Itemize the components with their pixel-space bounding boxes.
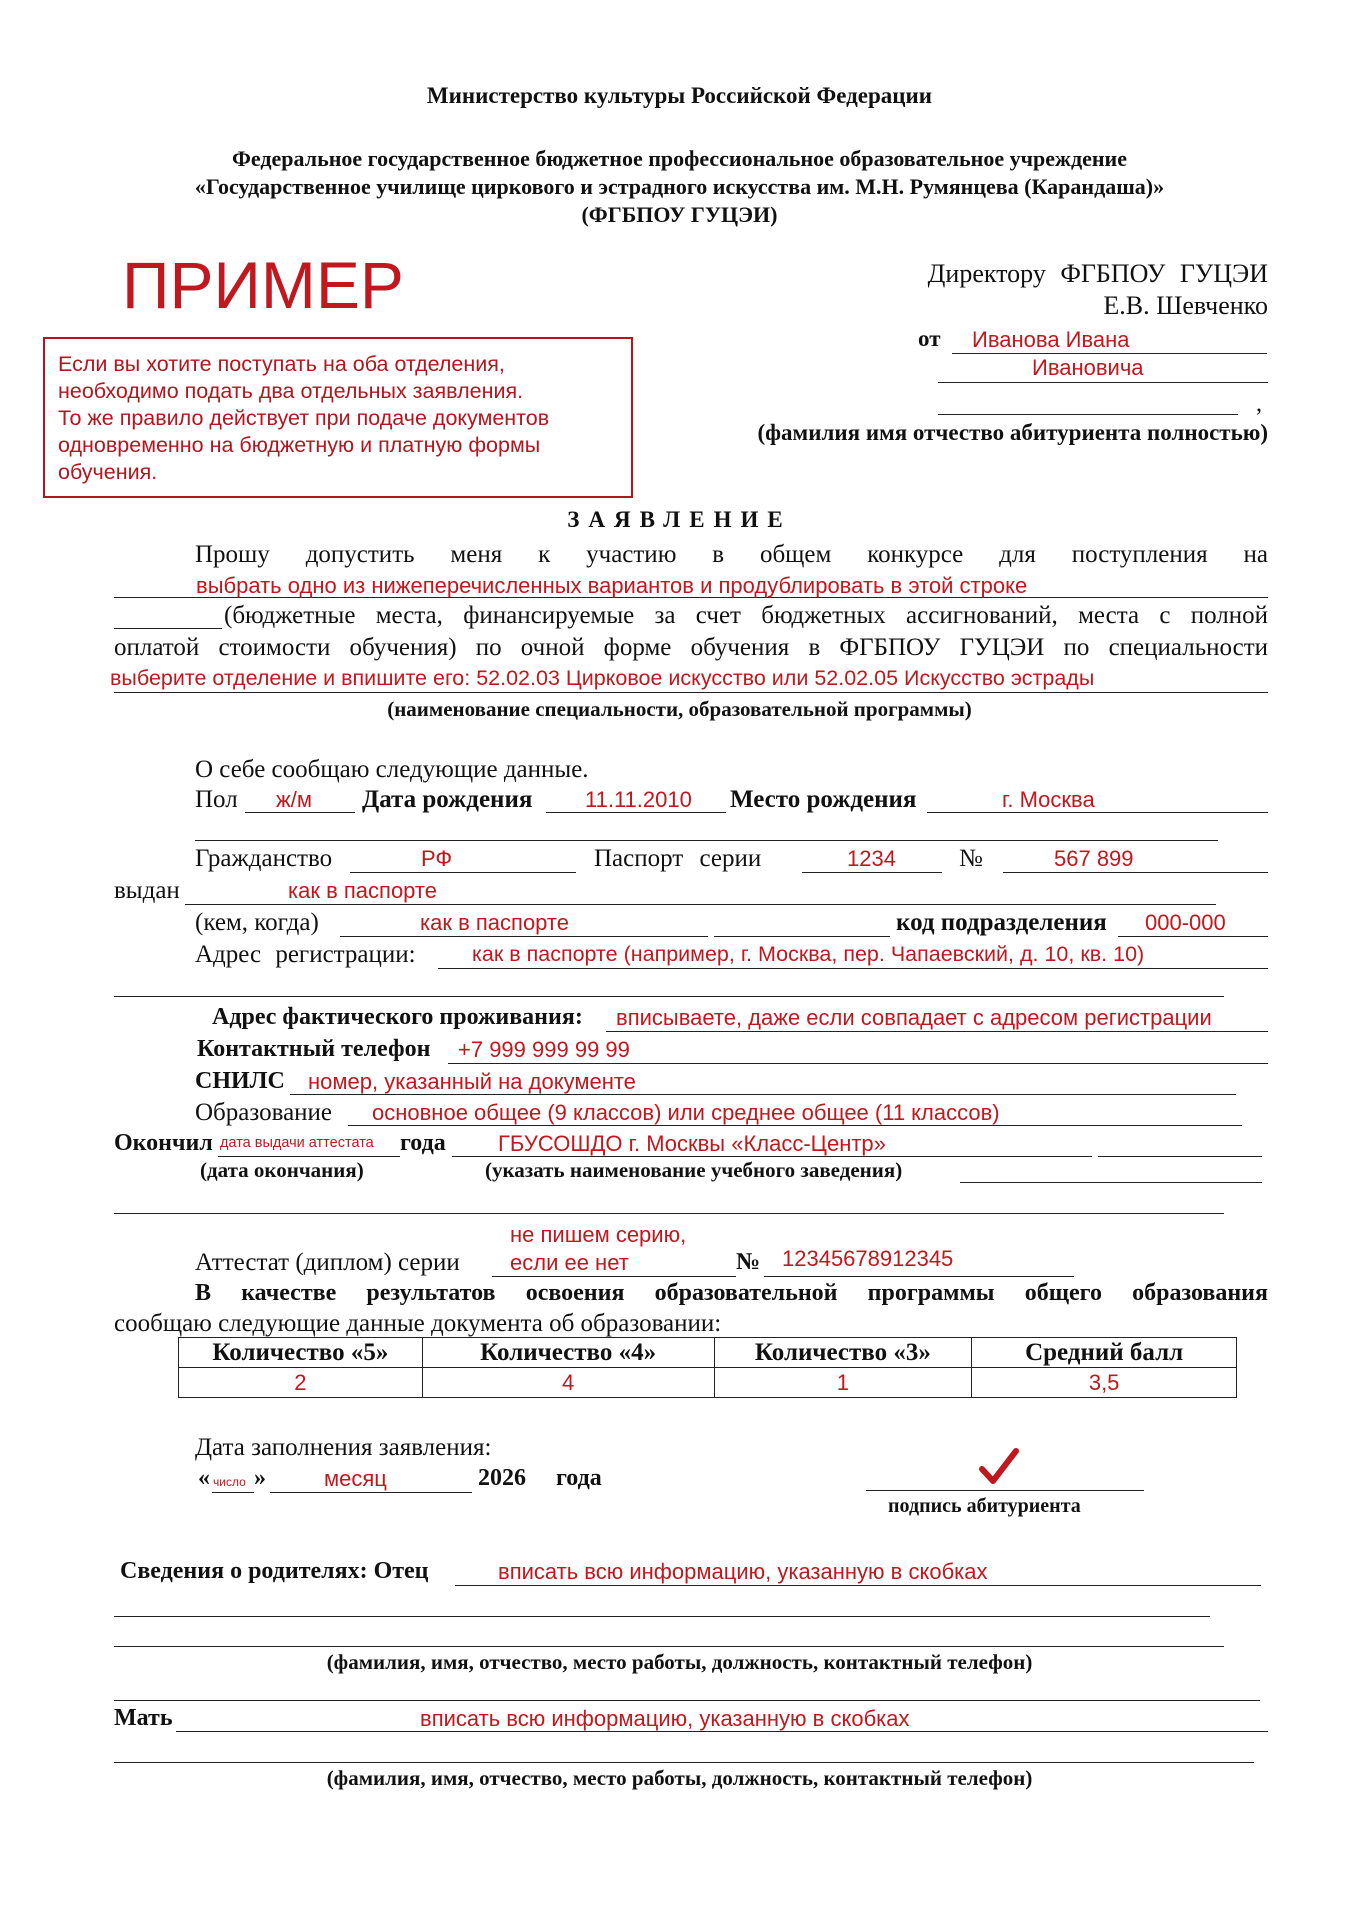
addressee-name: Е.В. Шевченко — [1103, 291, 1268, 320]
addressee-to: Директору ФГБПОУ ГУЦЭИ — [927, 259, 1268, 288]
father-label: Сведения о родителях: Отец — [120, 1558, 429, 1584]
specialty-line — [114, 692, 1268, 693]
open-quote: « — [198, 1465, 210, 1491]
education-value[interactable]: основное общее (9 классов) или среднее общее (11 классов) — [372, 1100, 1000, 1125]
issued-by-value[interactable]: как в паспорте — [420, 910, 569, 935]
father-line — [455, 1585, 1261, 1586]
school-value[interactable]: ГБУСОШДО г. Москвы «Класс-Центр» — [498, 1131, 886, 1156]
personal-intro: О себе сообщаю следующие данные. — [195, 756, 589, 783]
from-line-1 — [952, 353, 1267, 354]
request-line-4: оплатой стоимости обучения) по очной форме обучения в ФГБПОУ ГУЦЭИ по специальности — [114, 634, 1268, 661]
instruction-note-box — [43, 337, 633, 498]
grades-value-cell[interactable]: 1 — [714, 1368, 972, 1398]
signature-caption: подпись абитуриента — [888, 1495, 1081, 1517]
funding-hint[interactable]: выбрать одно из нижеперечисленных вариантов и продублировать в этой строке — [196, 573, 1028, 598]
results-line-2: сообщаю следующие данные документа об образовании: — [114, 1310, 722, 1337]
actual-address-line — [606, 1031, 1268, 1032]
issued-by-label: (кем, когда) — [195, 909, 319, 936]
filling-year: 2026 — [478, 1465, 526, 1491]
birthplace-value[interactable]: г. Москва — [1002, 787, 1095, 812]
division-code-line — [1118, 936, 1268, 937]
request-line-3: (бюджетные места, финансируемые за счет бюджетных ассигнований, места с полной — [224, 602, 1268, 629]
education-label: Образование — [195, 1099, 333, 1126]
specialty-hint[interactable]: выберите отделение и впишите его: 52.02.03 Цирковое искусство или 52.02.05 Искусство эстрады — [110, 666, 1095, 690]
mother-value[interactable]: вписать всю информацию, указанную в скобках — [420, 1706, 910, 1731]
reg-address-value[interactable]: как в паспорте (например, г. Москва, пер. Чапаевский, д. 10, кв. 10) — [472, 942, 1145, 966]
issued-date-line — [714, 936, 890, 937]
education-line — [348, 1125, 1242, 1126]
from-line-2 — [938, 382, 1268, 383]
issued-label: выдан — [114, 877, 180, 904]
division-code-value[interactable]: 000-000 — [1145, 910, 1226, 935]
passport-number-line — [1003, 872, 1268, 873]
note-line: обучения. — [58, 460, 158, 484]
actual-address-value[interactable]: вписываете, даже если совпадает с адресом регистрации — [616, 1005, 1212, 1030]
month-value[interactable]: месяц — [324, 1466, 387, 1491]
from-comma: , — [1256, 391, 1262, 417]
note-line: необходимо подать два отдельных заявления. — [58, 379, 524, 403]
school-line-end — [1098, 1156, 1262, 1157]
grades-value-row — [179, 1368, 1237, 1398]
birthplace-label: Место рождения — [730, 786, 917, 813]
phone-value[interactable]: +7 999 999 99 99 — [458, 1037, 630, 1062]
birthdate-value[interactable]: 11.11.2010 — [585, 787, 692, 812]
issued-by-line — [340, 936, 708, 937]
snils-value[interactable]: номер, указанный на документе — [308, 1069, 636, 1094]
certificate-number-sign: № — [736, 1249, 761, 1275]
grades-header-cell: Количество «3» — [714, 1338, 972, 1368]
mother-line-2 — [114, 1762, 1254, 1763]
school-caption-line — [960, 1182, 1262, 1183]
grades-header-row — [179, 1338, 1237, 1368]
passport-label: Паспорт серии — [594, 845, 762, 872]
grades-header-cell: Количество «5» — [179, 1338, 423, 1368]
note-line: Если вы хотите поступать на оба отделения, — [58, 352, 505, 376]
passport-number-value[interactable]: 567 899 — [1054, 846, 1134, 871]
father-line-2 — [114, 1616, 1210, 1617]
month-line — [270, 1492, 472, 1493]
from-line-3 — [938, 414, 1238, 415]
specialty-caption: (наименование специальности, образовательной программы) — [387, 697, 972, 721]
note-line: одновременно на бюджетную и платную формы — [58, 433, 541, 457]
issued-line — [185, 904, 1216, 905]
filling-year-word: года — [556, 1465, 602, 1491]
day-hint[interactable]: число — [213, 1475, 246, 1489]
citizenship-label: Гражданство — [195, 845, 333, 872]
graduated-date-line — [218, 1156, 400, 1157]
actual-address-label: Адрес фактического проживания: — [212, 1004, 583, 1030]
mother-line — [176, 1731, 1268, 1732]
birthdate-line — [546, 812, 726, 813]
father-value[interactable]: вписать всю информацию, указанную в скобках — [498, 1559, 988, 1584]
graduated-year-word: года — [400, 1130, 446, 1156]
from-label: от — [918, 326, 941, 351]
school-continuation-line — [114, 1213, 1224, 1214]
sex-line — [245, 812, 355, 813]
ministry-heading: Министерство культуры Российской Федерации — [426, 83, 933, 108]
institution-line-2: «Государственное училище циркового и эстрадного искусства им. М.Н. Румянцева (Карандаша)» — [194, 174, 1165, 199]
mother-caption: (фамилия, имя, отчество, место работы, должность, контактный телефон) — [326, 1766, 1033, 1790]
passport-number-sign: № — [959, 845, 983, 872]
graduated-date-caption: (дата окончания) — [200, 1158, 364, 1182]
graduated-date-value[interactable]: дата выдачи аттестата — [220, 1135, 374, 1151]
graduated-label: Окончил — [114, 1130, 213, 1156]
certificate-label: Аттестат (диплом) серии — [195, 1249, 460, 1276]
funding-short-line — [114, 628, 222, 629]
close-quote: » — [254, 1465, 266, 1491]
sample-stamp: ПРИМЕР — [122, 248, 404, 322]
passport-series-value[interactable]: 1234 — [847, 846, 896, 871]
institution-abbreviation: (ФГБПОУ ГУЦЭИ) — [581, 202, 778, 227]
birthdate-label: Дата рождения — [362, 786, 533, 813]
reg-address-continuation-line — [114, 996, 1224, 997]
birthplace-line — [927, 812, 1268, 813]
citizenship-value[interactable]: РФ — [421, 846, 453, 871]
reg-address-line — [438, 968, 1268, 969]
division-code-label: код подразделения — [896, 909, 1107, 936]
sex-value[interactable]: ж/м — [276, 787, 312, 812]
phone-label: Контактный телефон — [197, 1036, 431, 1062]
results-line-1: В качестве результатов освоения образовательной программы общего образования — [195, 1280, 1268, 1306]
school-line — [452, 1156, 1092, 1157]
request-line-1: Прошу допустить меня к участию в общем конкурсе для поступления на — [195, 541, 1268, 568]
grades-value-cell[interactable]: 3,5 — [972, 1368, 1237, 1398]
series-note-line-1: не пишем серию, — [510, 1222, 687, 1247]
parents-spacer-line — [114, 1700, 1260, 1701]
birthplace-continuation-line — [195, 840, 1218, 841]
certificate-number-line — [764, 1276, 1074, 1277]
reg-address-label: Адрес регистрации: — [195, 941, 416, 968]
from-value-1[interactable]: Иванова Ивана — [972, 327, 1130, 352]
snils-line — [290, 1094, 1236, 1095]
passport-series-line — [802, 872, 942, 873]
grades-header-cell: Средний балл — [972, 1338, 1237, 1368]
from-value-2[interactable]: Ивановича — [1032, 355, 1144, 380]
checkmark-icon — [978, 1447, 1020, 1487]
series-note-line-2[interactable]: если ее нет — [510, 1250, 629, 1275]
grades-value-cell[interactable]: 4 — [422, 1368, 714, 1398]
phone-line — [448, 1063, 1268, 1064]
grades-header-cell: Количество «4» — [422, 1338, 714, 1368]
note-line: То же правило действует при подаче документов — [58, 406, 550, 430]
certificate-number-value[interactable]: 12345678912345 — [782, 1246, 954, 1271]
citizenship-line — [350, 872, 576, 873]
mother-label: Мать — [114, 1705, 173, 1731]
sex-label: Пол — [195, 786, 238, 813]
father-line-3 — [114, 1646, 1224, 1647]
day-line — [212, 1492, 254, 1493]
school-caption: (указать наименование учебного заведения) — [485, 1158, 903, 1182]
issued-value[interactable]: как в паспорте — [288, 878, 437, 903]
grades-table — [178, 1337, 1237, 1398]
institution-line-1: Федеральное государственное бюджетное профессиональное образовательное учреждение — [232, 146, 1127, 171]
grades-value-cell[interactable]: 2 — [179, 1368, 423, 1398]
snils-label: СНИЛС — [195, 1068, 285, 1094]
filling-date-label: Дата заполнения заявления: — [195, 1434, 492, 1461]
father-caption: (фамилия, имя, отчество, место работы, должность, контактный телефон) — [326, 1650, 1033, 1674]
document-title: ЗАЯВЛЕНИЕ — [567, 507, 792, 532]
addressee-hint: (фамилия имя отчество абитуриента полностью) — [757, 420, 1268, 445]
signature-line — [866, 1490, 1144, 1491]
certificate-series-line — [492, 1276, 736, 1277]
